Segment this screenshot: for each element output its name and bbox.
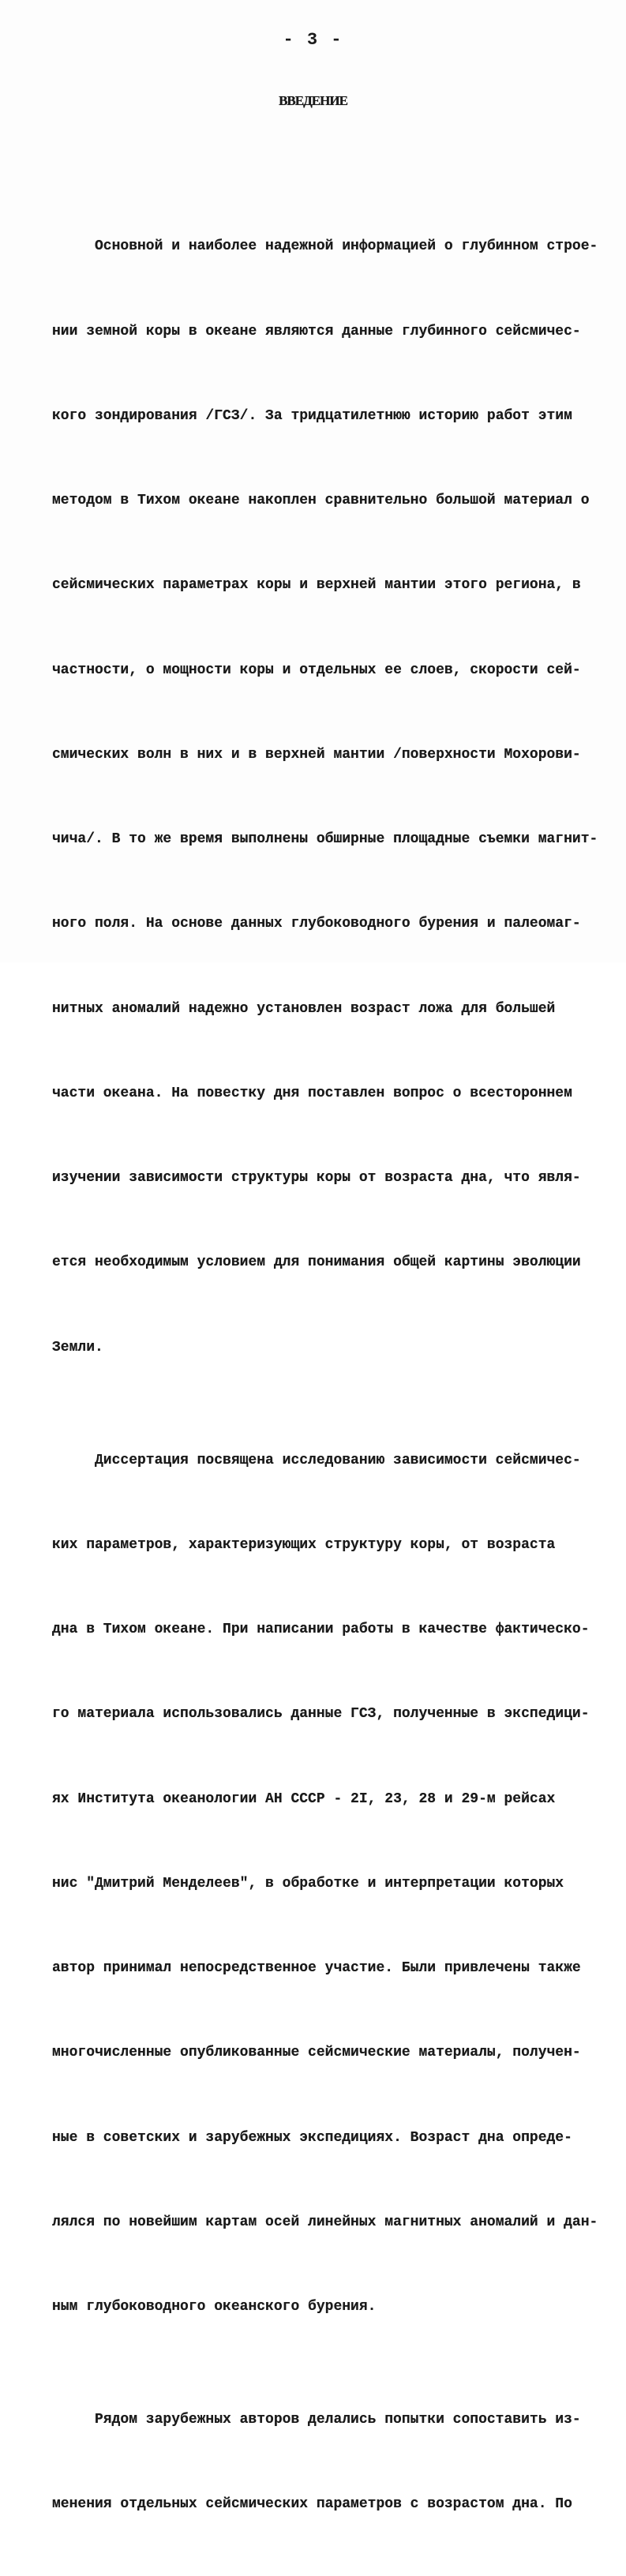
paragraph-1-line: методом в Тихом океане накоплен сравнительно большой материал о	[52, 493, 590, 508]
paragraph-1-line: ется необходимым условием для понимания общей картины эволюции	[52, 1254, 581, 1271]
paragraph-2-line: ких параметров, характеризующих структуру коры, от возраста	[52, 1536, 556, 1553]
paragraph-1-line: части океана. На повестку дня поставлен вопрос о всестороннем	[52, 1085, 572, 1101]
paragraph-2-line: Диссертация посвящена исследованию зависимости сейсмичес-	[95, 1452, 581, 1468]
paragraph-2-line: ные в советских и зарубежных экспедициях. Возраст дна опреде-	[52, 2129, 572, 2146]
paragraph-1-line: Земли.	[52, 1339, 103, 1355]
paragraph-1-line: ного поля. На основе данных глубоководного бурения и палеомаг-	[52, 916, 581, 932]
section-heading: ВВЕДЕНИЕ	[279, 93, 347, 108]
paragraph-2-line: многочисленные опубликованные сейсмические материалы, получен-	[52, 2045, 581, 2061]
paragraph-1-line: сейсмических параметрах коры и верхней мантии этого региона, в	[52, 577, 581, 594]
paragraph-2-line: го материала использовались данные ГСЗ, полученные в экспедици-	[52, 1706, 590, 1723]
paragraph-1-line: нитных аномалий надежно установлен возраст ложа для большей	[52, 1000, 556, 1017]
paragraph-2-line: автор принимал непосредственное участие. Были привлечены также	[52, 1960, 581, 1976]
body-text	[52, 148, 605, 2576]
paragraph-1-line: чича/. В то же время выполнены обширные площадные съемки магнит-	[52, 831, 598, 847]
paragraph-2-line: ях Института океанологии АН СССР - 2I, 23, 28 и 29-м рейсах	[52, 1790, 556, 1807]
paragraph-1-line: смических волн в них и в верхней мантии /поверхности Мохорови-	[52, 746, 581, 763]
paragraph-1-line: частности, о мощности коры и отдельных ее слоев, скорости сей-	[52, 662, 581, 678]
paragraph-2-line: дна в Тихом океане. При написании работы в качестве фактическо-	[52, 1622, 590, 1637]
paragraph-1-line: Основной и наиболее надежной информацией о глубинном строе-	[95, 238, 598, 255]
paragraph-2-line: лялся по новейшим картам осей линейных магнитных аномалий и дан-	[52, 2214, 598, 2230]
paragraph-2-line: ным глубоководного океанского бурения.	[52, 2299, 377, 2315]
paragraph-2-line: нис "Дмитрий Менделеев", в обработке и интерпретации которых	[52, 1875, 564, 1892]
paragraph-1-line: нии земной коры в океане являются данные глубинного сейсмичес-	[52, 323, 581, 339]
paragraph-3-line: менения отдельных сейсмических параметров с возрастом дна. По	[52, 2496, 572, 2513]
paragraph-1-line: кого зондирования /ГСЗ/. За тридцатилетнюю историю работ этим	[52, 407, 572, 424]
paragraph-3-line: Рядом зарубежных авторов делались попытки сопоставить из-	[95, 2412, 581, 2428]
page-number: - 3 -	[283, 30, 343, 50]
paragraph-1-line: изучении зависимости структуры коры от возраста дна, что явля-	[52, 1170, 581, 1186]
